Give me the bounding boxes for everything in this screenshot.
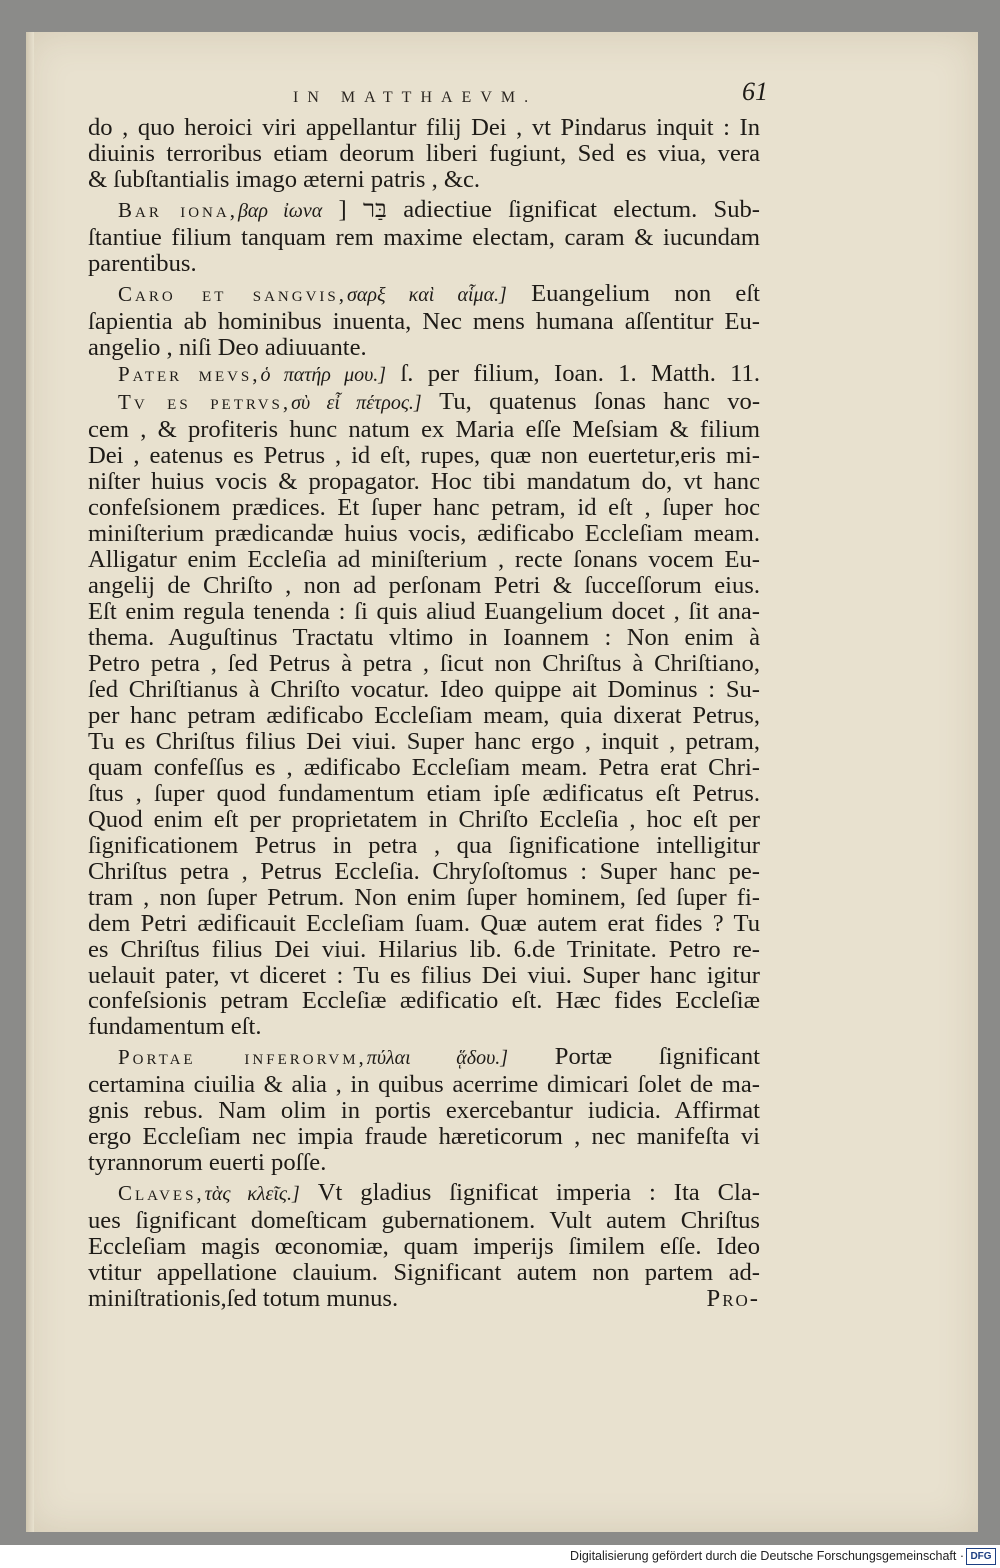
text-line: confeſsionem prædices. Et ſuper hanc petram, id eſt , ſuper hoc: [88, 493, 760, 521]
greek-lemma: βαρ ἰωνα: [237, 199, 323, 222]
lemma: Bar iona,: [118, 197, 238, 222]
lemma: Tv es petrvs,: [118, 389, 292, 414]
running-title: IN MATTHAEVM.: [293, 89, 538, 106]
text-line: Eſt enim regula tenenda : ſi quis aliud Euangelium docet , ſit ana-: [88, 597, 760, 625]
text-line: ſignificationem Petrus in petra , qua ſignificatione intelligitur: [88, 831, 760, 859]
text-line: [88, 1180, 760, 1208]
text-line: confeſsionis petram Eccleſiæ ædificatio eſt. Hæc fides Eccleſiæ: [88, 987, 760, 1015]
text-line: uelauit pater, vt diceret : Tu es filius Dei viui. Super hanc igitur: [88, 961, 760, 989]
text-line: [88, 281, 760, 309]
greek-lemma: ὁ πατήρ μου.]: [260, 363, 387, 386]
text-line: do , quo heroici viri appellantur filij Dei , vt Pindarus inquit : In: [88, 114, 760, 141]
text-line: dem Petri ædificauit Eccleſiam ſuam. Quæ autem erat fides ? Tu: [88, 909, 760, 937]
text-line: es Chriſtus filius Dei viui. Hilarius lib. 6.de Trinitate. Petro re-: [88, 935, 760, 963]
text-line: Tu es Chriſtus filius Dei viui. Super hanc ergo , inquit , petram,: [88, 727, 760, 755]
text-line: [88, 197, 760, 225]
text-line: niſter huius vocis & propagator. Hoc tibi mandatum do, vt hanc: [88, 467, 760, 495]
text-line: certamina ciuilia & alia , in quibus acerrime dimicari ſolet de ma-: [88, 1071, 760, 1099]
page-gutter-shadow: [26, 32, 34, 1532]
lemma: Pater mevs,: [118, 361, 261, 386]
lemma: Caro et sangvis,: [118, 281, 348, 306]
text-line: gnis rebus. Nam olim in portis exercebantur iudicia. Affirmat: [88, 1097, 760, 1125]
text-line: Quod enim eſt per proprietatem in Chriſto Eccleſia , hoc eſt per: [88, 805, 760, 833]
digitization-credit: Digitalisierung gefördert durch die Deutsche Forschungsgemeinschaft ·: [570, 1549, 964, 1563]
page-text: [88, 77, 768, 1313]
text-line: angelio , niſi Deo adiuuante.: [88, 333, 367, 361]
text-line: Petro petra , ſed Petrus à petra , ſicut non Chriſtus à Chriſtiano,: [88, 649, 760, 677]
text-line: thema. Auguſtinus Tractatu vltimo in Ioannem : Non enim à: [88, 623, 760, 651]
greek-lemma: σὺ εἶ πέτρος.]: [291, 391, 422, 414]
greek-lemma: πύλαι ᾅδου.]: [366, 1047, 509, 1070]
hebrew-lemma: ] בַּר: [338, 195, 387, 223]
text-line: per hanc petram ædificabo Eccleſiam meam, quia dixerat Petrus,: [88, 701, 760, 729]
lemma: Claves,: [118, 1181, 205, 1206]
line-text: Portæ ſignificant: [554, 1043, 760, 1071]
page-header: [88, 77, 768, 111]
text-line: cem , & profiteris hunc natum ex Maria eſſe Meſsiam & filium: [88, 415, 760, 443]
text-line: Chriſtus petra , Petrus Eccleſia. Chryſoſtomus : Super hanc pe-: [88, 857, 760, 885]
line-text: miniſtrationis,ſed totum munus.: [88, 1285, 399, 1313]
line-text: Tu, quatenus ſonas hanc vo-: [439, 387, 761, 415]
text-line: [88, 361, 760, 389]
text-line: & ſubſtantialis imago æterni patris , &c.: [88, 165, 481, 193]
page-number: 61: [742, 77, 768, 106]
lemma: Portae inferorvm,: [118, 1045, 367, 1070]
line-text: Vt gladius ſignificat imperia : Ita Cla-: [317, 1179, 760, 1207]
text-line: ſed Chriſtianus à Chriſto vocatur. Ideo quippe ait Dominus : Su-: [88, 675, 760, 703]
text-line: vtitur appellatione clauium. Significant autem non partem ad-: [88, 1259, 760, 1287]
dfg-logo-icon: DFG: [966, 1548, 996, 1565]
text-line: Alligatur enim Eccleſia ad miniſterium , recte ſonans vocem Eu-: [88, 545, 760, 573]
text-line: Eccleſiam magis œconomiæ, quam imperijs ſimilem eſſe. Ideo: [88, 1233, 760, 1261]
text-line: tram , non ſuper Petrum. Non enim ſuper hominem, ſed ſuper fi-: [88, 883, 760, 911]
text-line: ſtantiue filium tanquam rem maxime electam, caram & iucundam: [88, 223, 760, 251]
text-line: [88, 389, 760, 417]
text-line: ſapientia ab hominibus inuenta, Nec mens humana aſſentitur Eu-: [88, 307, 760, 335]
text-line: ſtus , ſuper quod fundamentum etiam ipſe ædificatus eſt Petrus.: [88, 779, 760, 807]
greek-lemma: τὰς κλεῖς.]: [204, 1183, 300, 1206]
text-line: [88, 1286, 760, 1312]
text-line: fundamentum eſt.: [88, 1013, 262, 1041]
text-line: ues ſignificant domeſticam gubernationem. Vult autem Chriſtus: [88, 1207, 760, 1235]
greek-lemma: σαρξ καὶ αἷμα.]: [347, 283, 507, 306]
text-line: quam confeſſus es , ædificabo Eccleſiam meam. Petra erat Chri-: [88, 753, 760, 781]
text-line: ergo Eccleſiam nec impia fraude hæreticorum , nec manifeſta vi: [88, 1123, 760, 1151]
line-text: adiectiue ſignificat electum. Sub-: [403, 195, 760, 223]
text-line: miniſterium prædicandæ huius vocis, ædificabo Eccleſiam meam.: [88, 519, 760, 547]
text-line: angelij de Chriſto , non ad perſonam Petri & ſucceſſorum eius.: [88, 571, 760, 599]
text-line: Dei , eatenus es Petrus , id eſt, rupes, quæ non euertetur,eris mi-: [88, 441, 760, 469]
catchword: Pro-: [706, 1285, 760, 1313]
text-line: tyrannorum euerti poſſe.: [88, 1149, 327, 1177]
text-line: diuinis terroribus etiam deorum liberi fugiunt, Sed es viua, vera: [88, 139, 760, 167]
text-line: [88, 1044, 760, 1072]
line-text: ſ. per filium, Ioan. 1. Matth. 11.: [400, 359, 760, 387]
line-text: Euangelium non eſt: [531, 279, 761, 307]
text-line: parentibus.: [88, 249, 197, 277]
